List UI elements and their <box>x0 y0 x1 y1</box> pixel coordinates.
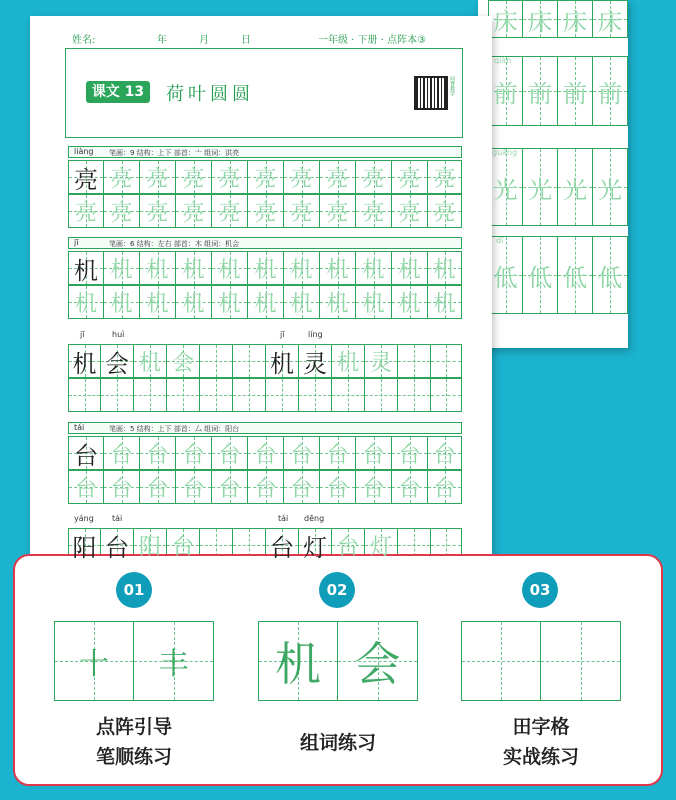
word-char: 灵 <box>303 349 327 378</box>
back-char-2d: 前 <box>598 79 622 108</box>
trace-char: 亮 <box>290 200 313 226</box>
trace-char: 机 <box>398 257 421 283</box>
model-char: 机 <box>74 256 98 285</box>
pinyin: jī <box>74 238 79 247</box>
trace-char: 机 <box>218 291 241 317</box>
trace-char: 亮 <box>433 166 456 192</box>
trace-char: 亮 <box>254 200 277 226</box>
back-char-4: 低 <box>493 263 518 292</box>
back-char-1: 床 <box>493 7 518 36</box>
trace-char: 台 <box>146 476 169 502</box>
model-char: 亮 <box>74 165 98 194</box>
trace-char: 台 <box>171 534 194 560</box>
trace-char: 台 <box>290 442 313 468</box>
back-char-4c: 低 <box>563 263 587 292</box>
back-char-1c: 床 <box>563 7 587 36</box>
word-pinyin: jī <box>80 330 85 339</box>
trace-char: 台 <box>146 442 169 468</box>
caption-line: 组词练习 <box>299 732 376 754</box>
caption-line: 实战练习 <box>502 746 579 768</box>
caption-line: 点阵引导 <box>95 716 172 738</box>
trace-char: 台 <box>362 476 385 502</box>
demo-grid-word-practice <box>258 621 418 701</box>
lesson-title: 荷叶圆圆 <box>166 84 254 105</box>
trace-char: 亮 <box>74 200 97 226</box>
day-label: 日 <box>241 35 251 46</box>
trace-char: 机 <box>433 257 456 283</box>
trace-char: 台 <box>182 476 205 502</box>
char-meta: 笔画：5 结构：上下 部首：厶 组词：阳台 <box>109 425 240 433</box>
trace-char: 台 <box>110 442 133 468</box>
char-meta: 笔画：6 结构：左右 部首：木 组词：机会 <box>109 240 240 248</box>
trace-char: 台 <box>326 476 349 502</box>
trace-char: 机 <box>433 291 456 317</box>
trace-char: 机 <box>146 291 169 317</box>
lesson-badge: 课文 13 <box>86 81 150 103</box>
grid-line-2 <box>68 194 462 228</box>
trace-char: 台 <box>362 442 385 468</box>
trace-char: 机 <box>110 291 133 317</box>
back-char-3d: 光 <box>598 175 622 204</box>
trace-char: 亮 <box>398 166 421 192</box>
trace-char: 亮 <box>218 166 241 192</box>
trace-char: 台 <box>398 442 421 468</box>
trace-char: 亮 <box>326 166 349 192</box>
word-pinyin: jī <box>280 330 285 339</box>
trace-char: 机 <box>254 257 277 283</box>
trace-char: 台 <box>254 476 277 502</box>
trace-char: 台 <box>336 534 359 560</box>
back-char-3c: 光 <box>563 175 587 204</box>
grid-line-2 <box>68 285 462 319</box>
trace-char: 亮 <box>146 166 169 192</box>
demo-char: 丰 <box>158 647 189 682</box>
feature-badge-02: 02 <box>319 572 355 608</box>
trace-char: 亮 <box>110 200 133 226</box>
trace-char: 台 <box>110 476 133 502</box>
trace-char: 台 <box>218 442 241 468</box>
qr-caption: 间费教学 <box>449 76 455 96</box>
back-char-1b: 床 <box>528 7 552 36</box>
back-char-1d: 床 <box>598 7 622 36</box>
trace-char: 灵 <box>369 350 392 376</box>
grid-line-1 <box>68 251 462 285</box>
demo-char: 机 <box>275 637 321 691</box>
feature-badge-01: 01 <box>116 572 152 608</box>
grid-line-1 <box>68 160 462 194</box>
trace-char: 亮 <box>362 166 385 192</box>
volume-label: 一年级 · 下册 · 点阵本③ <box>318 35 427 46</box>
word-pinyin: tái <box>278 514 289 523</box>
trace-char: 亮 <box>433 200 456 226</box>
trace-char: 亮 <box>146 200 169 226</box>
trace-char: 台 <box>218 476 241 502</box>
trace-char: 机 <box>336 350 359 376</box>
back-pinyin-2: qián <box>494 56 512 65</box>
year-label: 年 <box>157 35 167 46</box>
word-char: 机 <box>72 349 97 378</box>
trace-char: 台 <box>326 442 349 468</box>
trace-char: 亮 <box>218 200 241 226</box>
back-char-2b: 前 <box>528 79 552 108</box>
back-char-3b: 光 <box>528 175 552 204</box>
trace-char: 机 <box>398 291 421 317</box>
stroke-info <box>68 422 462 434</box>
trace-char: 亮 <box>254 166 277 192</box>
trace-char: 机 <box>290 257 313 283</box>
word-pinyin: dēng <box>304 514 325 523</box>
trace-char: 灯 <box>369 534 392 560</box>
trace-char: 亮 <box>182 166 205 192</box>
word-pinyin: yáng <box>74 514 94 523</box>
trace-char: 机 <box>326 291 349 317</box>
feature-caption-03 <box>461 712 621 772</box>
word-char: 台 <box>270 533 294 562</box>
grid-line-2 <box>68 470 462 504</box>
trace-char: 台 <box>398 476 421 502</box>
qr-code <box>414 76 448 110</box>
back-char-2c: 前 <box>563 79 587 108</box>
demo-grid-stroke-order <box>54 621 214 701</box>
trace-char: 机 <box>146 257 169 283</box>
trace-char: 台 <box>182 442 205 468</box>
feature-caption-01 <box>54 712 214 772</box>
trace-char: 亮 <box>290 166 313 192</box>
grid-line-1 <box>68 436 462 470</box>
model-char: 台 <box>74 441 98 470</box>
stroke-info <box>68 146 462 158</box>
word-char: 会 <box>105 349 129 378</box>
trace-char: 台 <box>290 476 313 502</box>
month-label: 月 <box>199 35 209 46</box>
trace-char: 机 <box>182 257 205 283</box>
demo-char: 会 <box>354 637 401 691</box>
stroke-info <box>68 237 462 249</box>
back-char-4d: 低 <box>598 263 622 292</box>
trace-char: 台 <box>433 476 456 502</box>
trace-char: 机 <box>254 291 277 317</box>
back-pinyin-3: guāng <box>492 148 518 157</box>
demo-grid-tianzige <box>461 621 621 701</box>
char-meta: 笔画：9 结构：上下 部首：亠 组词：洪亮 <box>109 149 240 157</box>
feature-badge-03: 03 <box>522 572 558 608</box>
trace-char: 亮 <box>362 200 385 226</box>
trace-char: 机 <box>110 257 133 283</box>
word-char: 灯 <box>303 533 327 562</box>
name-label: 姓名: <box>72 35 96 46</box>
trace-char: 亮 <box>110 166 133 192</box>
trace-char: 机 <box>218 257 241 283</box>
word-char: 机 <box>270 349 294 378</box>
trace-char: 会 <box>171 350 194 376</box>
trace-char: 台 <box>254 442 277 468</box>
trace-char: 台 <box>74 476 97 502</box>
word-pinyin: tái <box>112 514 123 523</box>
trace-char: 机 <box>74 291 97 317</box>
trace-char: 机 <box>290 291 313 317</box>
trace-char: 亮 <box>326 200 349 226</box>
word-char: 台 <box>105 533 129 562</box>
trace-char: 亮 <box>398 200 421 226</box>
back-char-4b: 低 <box>528 263 552 292</box>
trace-char: 机 <box>362 291 385 317</box>
trace-char: 机 <box>362 257 385 283</box>
demo-char: 十 <box>79 647 109 682</box>
pinyin: liàng <box>74 147 94 156</box>
word-pinyin: líng <box>308 330 323 339</box>
trace-char: 台 <box>433 442 456 468</box>
trace-char: 机 <box>138 350 161 376</box>
back-char-3: 光 <box>493 175 518 204</box>
trace-char: 机 <box>326 257 349 283</box>
word-pinyin: huì <box>112 330 125 339</box>
trace-char: 阳 <box>138 534 161 560</box>
back-pinyin-4: dī <box>496 236 504 245</box>
feature-caption-02 <box>258 728 418 758</box>
caption-line: 田字格 <box>512 716 570 738</box>
trace-char: 机 <box>182 291 205 317</box>
trace-char: 亮 <box>182 200 205 226</box>
pinyin: tái <box>74 423 85 432</box>
word-char: 阳 <box>72 533 97 562</box>
back-char-2: 前 <box>493 79 518 108</box>
caption-line: 笔顺练习 <box>95 746 172 768</box>
